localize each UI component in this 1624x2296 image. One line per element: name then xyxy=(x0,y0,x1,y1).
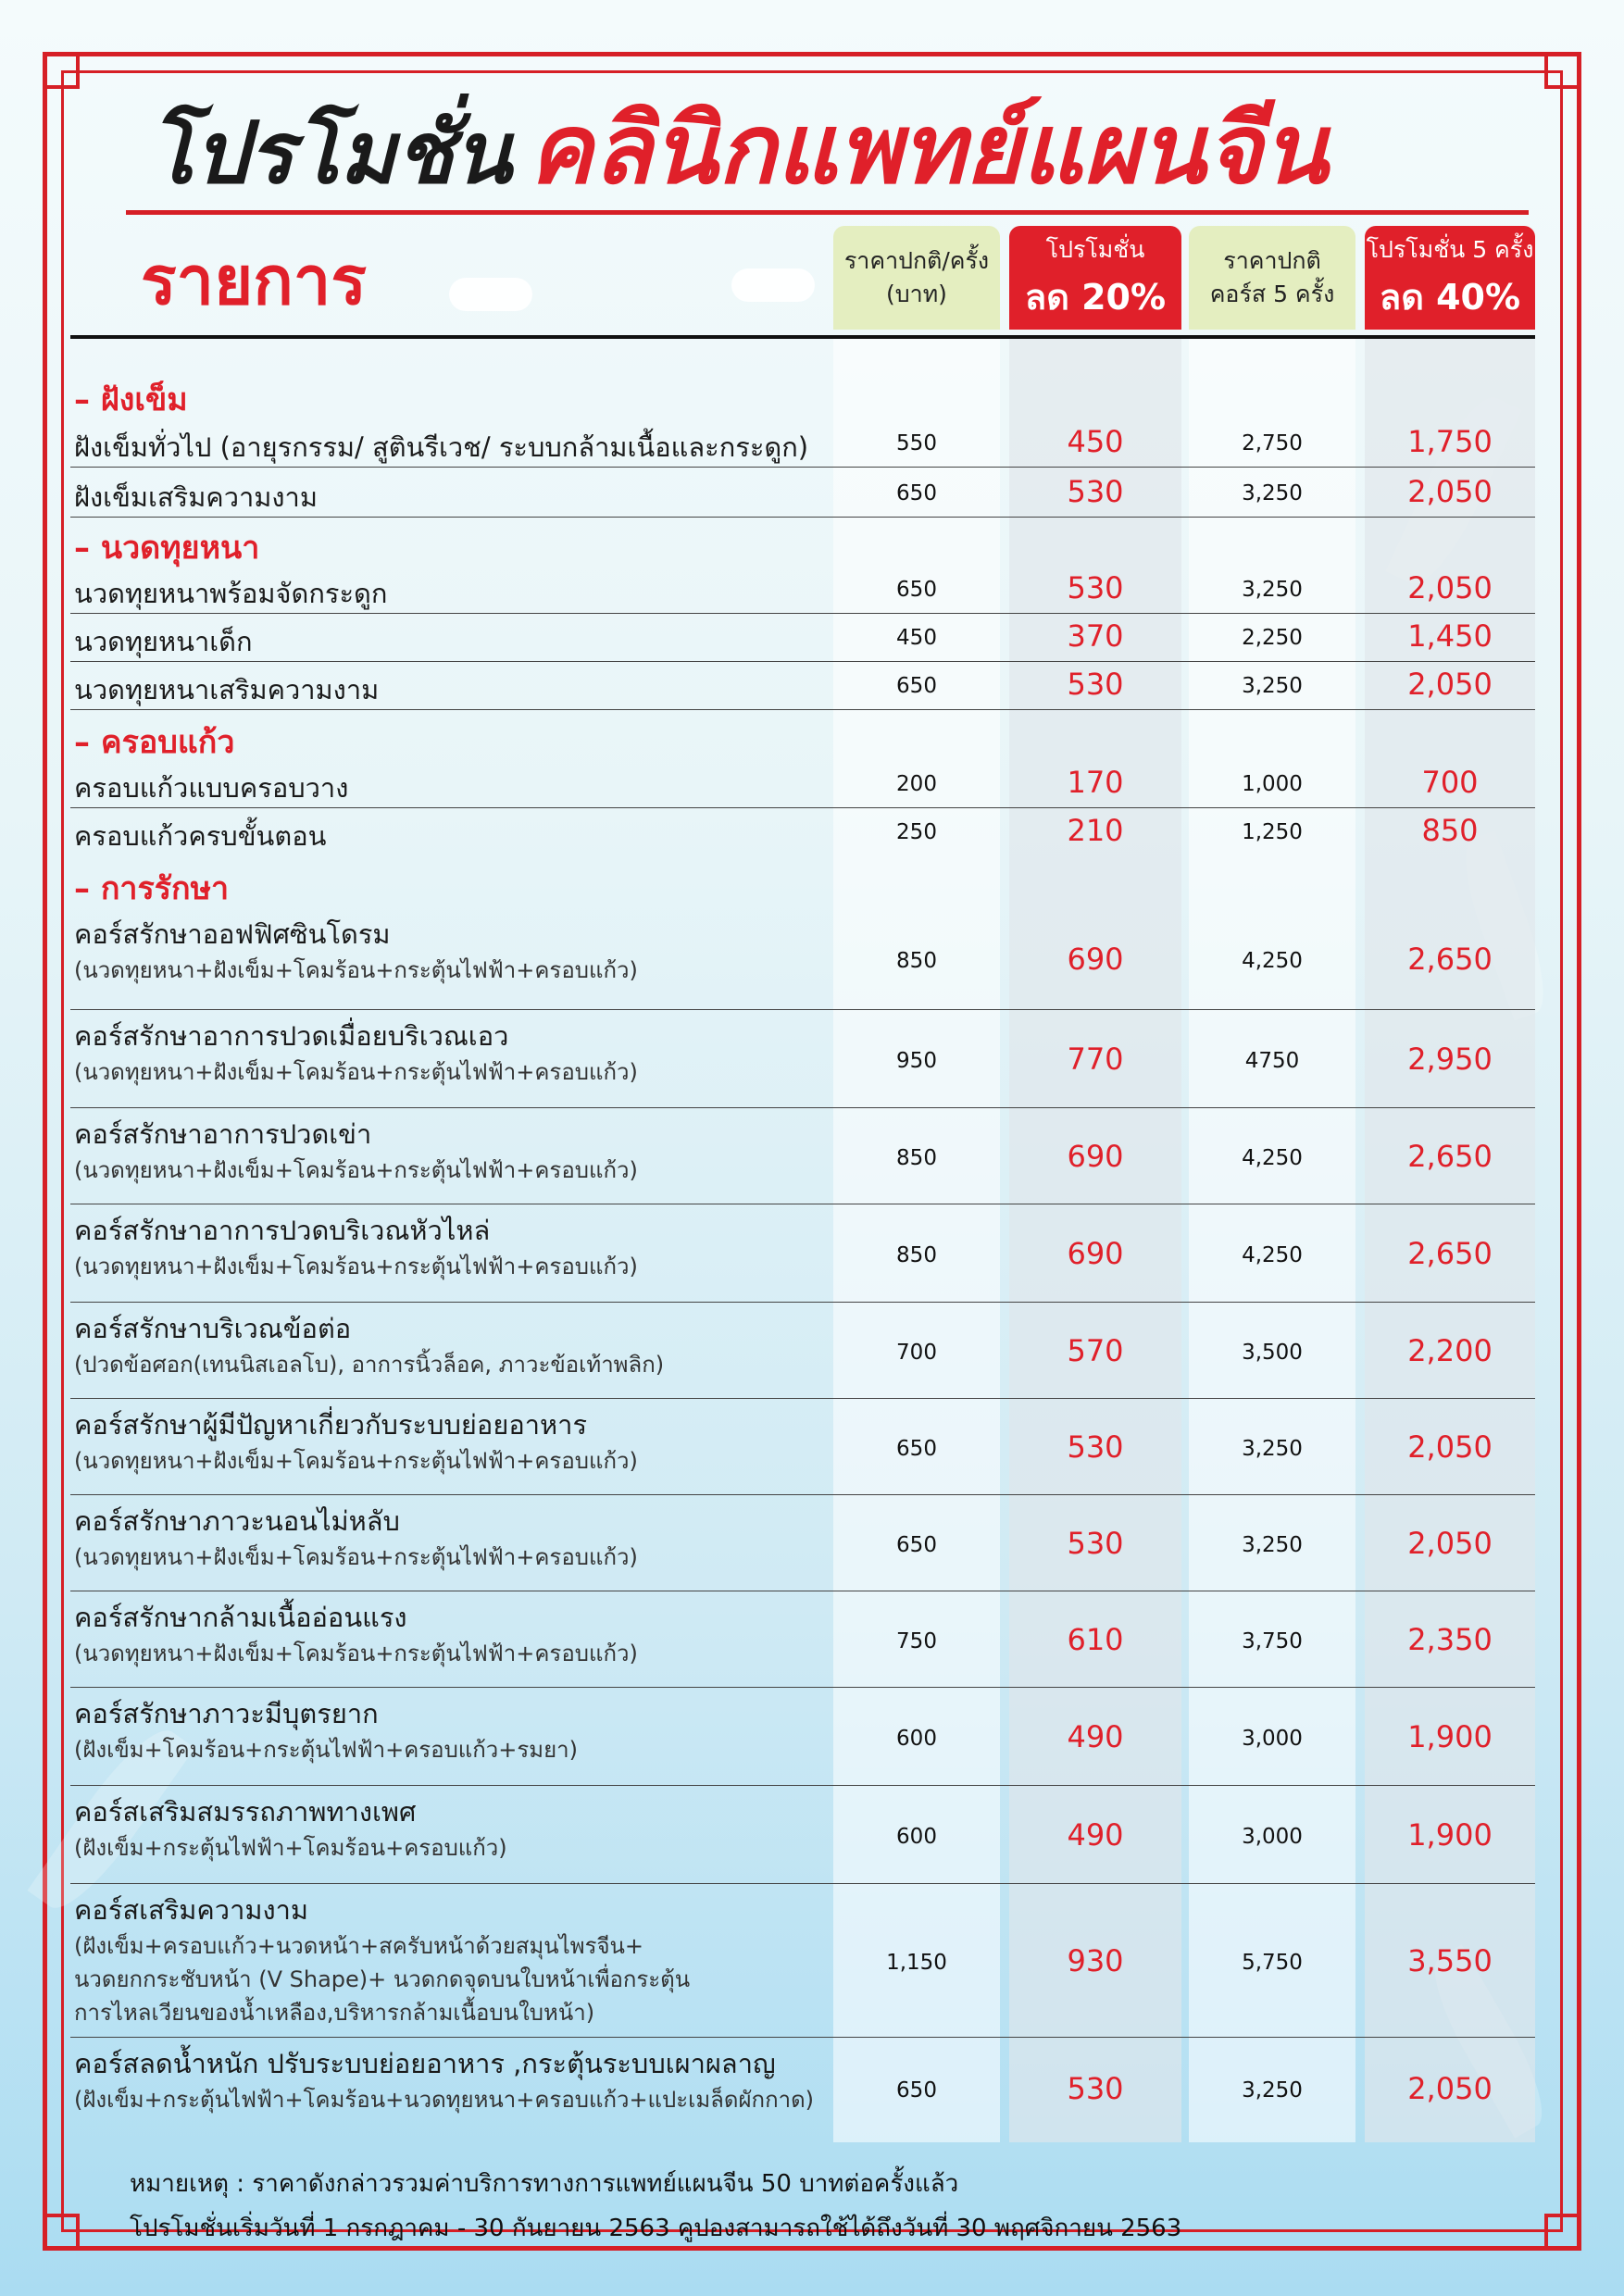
promo-price: 530 xyxy=(1067,474,1124,509)
column-header-line: ลด 20% xyxy=(1024,276,1167,318)
course-price: 1,000 xyxy=(1242,772,1303,796)
course-price: 2,750 xyxy=(1242,431,1303,455)
regular-price: 650 xyxy=(896,578,937,602)
promo-price: 370 xyxy=(1067,618,1124,654)
service-name: ครอบแก้วครบขั้นตอน xyxy=(74,820,327,852)
service-name: นวดทุยหนาเด็ก xyxy=(74,626,253,657)
promo5-price: 1,900 xyxy=(1407,1817,1493,1853)
promo-price: 690 xyxy=(1067,1139,1124,1174)
category-heading: – การรักษา xyxy=(74,870,230,907)
course-price: 3,250 xyxy=(1242,481,1303,505)
table-row xyxy=(70,807,1535,855)
title-part2: คลินิกแพทย์แผนจีน xyxy=(528,93,1329,206)
service-name: นวดทุยหนาเสริมความงาม xyxy=(74,674,380,705)
promo5-price: 1,450 xyxy=(1407,618,1493,654)
service-detail: (ฝังเข็ม+โคมร้อน+กระตุ้นไฟฟ้า+ครอบแก้ว+รมยา) xyxy=(74,1737,579,1763)
regular-price: 1,150 xyxy=(886,1951,947,1975)
course-price: 3,000 xyxy=(1242,1825,1303,1849)
service-name: คอร์สรักษาออฟฟิศซินโดรม xyxy=(74,918,391,950)
column-header-promo5 xyxy=(1365,226,1535,330)
service-name: คอร์สลดน้ำหนัก ปรับระบบย่อยอาหาร ,กระตุ้นระบบเผาผลาญ xyxy=(74,2048,776,2079)
column-header-line: ลด 40% xyxy=(1379,276,1521,318)
regular-price: 650 xyxy=(896,1533,937,1557)
promo5-price: 2,050 xyxy=(1407,1526,1493,1561)
promo-price: 530 xyxy=(1067,2071,1124,2106)
column-header-line: ราคาปกติ xyxy=(1223,246,1321,274)
cloud-icon xyxy=(449,278,532,311)
promo-price: 450 xyxy=(1067,424,1124,459)
promo-price: 490 xyxy=(1067,1817,1124,1853)
promo5-price: 2,350 xyxy=(1407,1622,1493,1657)
regular-price: 700 xyxy=(896,1341,937,1365)
table-row xyxy=(70,1398,1535,1495)
table-row xyxy=(70,613,1535,662)
promo5-price: 2,200 xyxy=(1407,1333,1493,1368)
category-heading: – ฝังเข็ม xyxy=(74,381,188,418)
frame-corner-ornament xyxy=(43,2214,80,2251)
service-detail: (นวดทุยหนา+ฝังเข็ม+โคมร้อน+กระตุ้นไฟฟ้า+ครอบแก้ว) xyxy=(74,1448,638,1474)
promo5-price: 2,050 xyxy=(1407,570,1493,605)
promo5-price: 700 xyxy=(1421,765,1479,800)
table-row xyxy=(70,565,1535,614)
promo5-price: 2,050 xyxy=(1407,474,1493,509)
regular-price: 850 xyxy=(896,1243,937,1267)
course-price: 4,250 xyxy=(1242,1243,1303,1267)
service-detail: (ฝังเข็ม+กระตุ้นไฟฟ้า+โคมร้อน+ครอบแก้ว) xyxy=(74,1835,507,1861)
footer-period: โปรโมชั่นเริ่มวันที่ 1 กรกฎาคม - 30 กันยายน 2563 คูปองสามารถใช้ได้ถึงวันที่ 30 พฤศจิกายน 2563 xyxy=(130,2215,1182,2242)
promo-price: 690 xyxy=(1067,942,1124,977)
promo5-price: 2,650 xyxy=(1407,1236,1493,1271)
course-price: 3,250 xyxy=(1242,578,1303,602)
title-divider xyxy=(126,210,1529,215)
frame-corner-ornament xyxy=(1544,52,1581,89)
course-price: 2,250 xyxy=(1242,626,1303,650)
promo5-price: 2,050 xyxy=(1407,667,1493,702)
promo-price: 570 xyxy=(1067,1333,1124,1368)
service-name: นวดทุยหนาพร้อมจัดกระดูก xyxy=(74,578,388,609)
table-row xyxy=(70,468,1535,518)
promo-price: 170 xyxy=(1067,765,1124,800)
course-price: 3,000 xyxy=(1242,1727,1303,1751)
regular-price: 550 xyxy=(896,431,937,455)
regular-price: 850 xyxy=(896,1146,937,1170)
cloud-icon xyxy=(731,268,815,302)
promo5-price: 1,900 xyxy=(1407,1719,1493,1754)
frame-corner-ornament xyxy=(1544,2214,1581,2251)
column-header-line: โปรโมชั่น 5 ครั้ง xyxy=(1366,235,1534,263)
promo-price: 530 xyxy=(1067,667,1124,702)
course-price: 4,250 xyxy=(1242,949,1303,973)
service-name: คอร์สเสริมสมรรถภาพทางเพศ xyxy=(74,1796,417,1828)
service-name: คอร์สรักษาอาการปวดเข่า xyxy=(74,1118,372,1150)
service-name: ฝังเข็มเสริมความงาม xyxy=(74,481,318,513)
service-name: คอร์สรักษาอาการปวดเมื่อยบริเวณเอว xyxy=(74,1020,509,1052)
promo5-price: 2,650 xyxy=(1407,942,1493,977)
service-name: คอร์สรักษาบริเวณข้อต่อ xyxy=(74,1313,352,1344)
table-row xyxy=(70,1302,1535,1399)
regular-price: 650 xyxy=(896,2078,937,2103)
column-header-price xyxy=(833,226,1000,330)
service-name: ฝังเข็มทั่วไป (อายุรกรรม/ สูตินรีเวช/ ระบบกล้ามเนื้อและกระดูก) xyxy=(74,431,809,463)
regular-price: 200 xyxy=(896,772,937,796)
frame-corner-ornament xyxy=(43,52,80,89)
column-header-line: (บาท) xyxy=(886,281,947,307)
promo5-price: 850 xyxy=(1421,813,1479,848)
course-price: 4750 xyxy=(1244,1049,1300,1073)
service-detail: (นวดทุยหนา+ฝังเข็ม+โคมร้อน+กระตุ้นไฟฟ้า+ครอบแก้ว) xyxy=(74,1544,638,1570)
course-price: 5,750 xyxy=(1242,1951,1303,1975)
promo-price: 930 xyxy=(1067,1943,1124,1978)
table-row xyxy=(70,418,1535,468)
table-row xyxy=(70,661,1535,710)
promo5-price: 3,550 xyxy=(1407,1943,1493,1978)
regular-price: 850 xyxy=(896,949,937,973)
category-row xyxy=(70,517,1535,565)
service-detail: (นวดทุยหนา+ฝังเข็ม+โคมร้อน+กระตุ้นไฟฟ้า+ครอบแก้ว) xyxy=(74,1157,638,1183)
table-row xyxy=(70,2037,1535,2139)
regular-price: 650 xyxy=(896,481,937,505)
service-detail: (ฝังเข็ม+ครอบแก้ว+นวดหน้า+สครับหน้าด้วยสมุนไพรจีน+ xyxy=(74,1933,644,1959)
service-name: คอร์สรักษากล้ามเนื้ออ่อนแรง xyxy=(74,1602,407,1633)
promo5-price: 2,050 xyxy=(1407,1429,1493,1465)
service-detail: นวดยกกระชับหน้า (V Shape)+ นวดกดจุดบนใบหน้าเพื่อกระตุ้น xyxy=(74,1966,691,1992)
service-name: คอร์สรักษาผู้มีปัญหาเกี่ยวกับระบบย่อยอาหาร xyxy=(74,1409,588,1441)
promo5-price: 1,750 xyxy=(1407,424,1493,459)
table-row xyxy=(70,1591,1535,1688)
service-name: คอร์สรักษาภาวะมีบุตรยาก xyxy=(74,1698,379,1729)
regular-price: 750 xyxy=(896,1629,937,1653)
table-row xyxy=(70,1785,1535,1884)
service-detail: (ปวดข้อศอก(เทนนิสเอลโบ), อาการนิ้วล็อค, ภาวะข้อเท้าพลิก) xyxy=(74,1352,665,1378)
promo-price: 610 xyxy=(1067,1622,1124,1657)
course-price: 3,250 xyxy=(1242,1533,1303,1557)
category-heading: – ครอบแก้ว xyxy=(74,724,235,761)
regular-price: 250 xyxy=(896,820,937,844)
list-header: รายการ xyxy=(141,242,367,319)
title-part1: โปรโมชั่น xyxy=(148,104,512,203)
category-heading: – นวดทุยหนา xyxy=(74,530,260,567)
table-row xyxy=(70,1009,1535,1108)
promo-price: 490 xyxy=(1067,1719,1124,1754)
column-header-course xyxy=(1189,226,1355,330)
service-name: ครอบแก้วแบบครอบวาง xyxy=(74,772,349,804)
course-price: 3,750 xyxy=(1242,1629,1303,1653)
service-detail: (นวดทุยหนา+ฝังเข็ม+โคมร้อน+กระตุ้นไฟฟ้า+ครอบแก้ว) xyxy=(74,1254,638,1279)
table-row xyxy=(70,759,1535,808)
table-row xyxy=(70,1883,1535,2038)
course-price: 3,250 xyxy=(1242,2078,1303,2103)
column-header-promo xyxy=(1009,226,1181,330)
regular-price: 450 xyxy=(896,626,937,650)
promo-price: 690 xyxy=(1067,1236,1124,1271)
column-header-line: คอร์ส 5 ครั้ง xyxy=(1209,281,1335,307)
course-price: 3,250 xyxy=(1242,674,1303,698)
table-row xyxy=(70,1107,1535,1204)
regular-price: 600 xyxy=(896,1727,937,1751)
service-name: คอร์สรักษาอาการปวดบริเวณหัวไหล่ xyxy=(74,1215,491,1246)
promo5-price: 2,950 xyxy=(1407,1042,1493,1077)
category-row xyxy=(70,711,1535,759)
column-header-line: ราคาปกติ/ครั้ง xyxy=(843,246,990,274)
table-row xyxy=(70,1204,1535,1303)
service-name: คอร์สเสริมความงาม xyxy=(74,1894,309,1926)
regular-price: 950 xyxy=(896,1049,937,1073)
regular-price: 600 xyxy=(896,1825,937,1849)
column-header-line: โปรโมชั่น xyxy=(1045,235,1145,263)
service-detail: (ฝังเข็ม+กระตุ้นไฟฟ้า+โคมร้อน+นวดทุยหนา+ครอบแก้ว+แปะเมล็ดผักกาด) xyxy=(74,2087,815,2113)
course-price: 3,250 xyxy=(1242,1437,1303,1461)
table-row xyxy=(70,1494,1535,1591)
table-row xyxy=(70,1687,1535,1786)
service-detail: (นวดทุยหนา+ฝังเข็ม+โคมร้อน+กระตุ้นไฟฟ้า+ครอบแก้ว) xyxy=(74,1641,638,1666)
course-price: 1,250 xyxy=(1242,820,1303,844)
course-price: 4,250 xyxy=(1242,1146,1303,1170)
regular-price: 650 xyxy=(896,1437,937,1461)
footer-note: หมายเหตุ : ราคาดังกล่าวรวมค่าบริการทางการแพทย์แผนจีน 50 บาทต่อครั้งแล้ว xyxy=(130,2170,959,2198)
promo-price: 530 xyxy=(1067,570,1124,605)
category-row xyxy=(70,368,1535,417)
promo5-price: 2,650 xyxy=(1407,1139,1493,1174)
category-row xyxy=(70,857,1535,905)
course-price: 3,500 xyxy=(1242,1341,1303,1365)
header-divider xyxy=(70,335,1535,339)
service-name: คอร์สรักษาภาวะนอนไม่หลับ xyxy=(74,1505,400,1537)
table-row xyxy=(70,907,1535,1010)
page-title xyxy=(148,72,1329,206)
promo5-price: 2,050 xyxy=(1407,2071,1493,2106)
promo-price: 530 xyxy=(1067,1429,1124,1465)
service-detail: (นวดทุยหนา+ฝังเข็ม+โคมร้อน+กระตุ้นไฟฟ้า+ครอบแก้ว) xyxy=(74,957,638,983)
service-detail: (นวดทุยหนา+ฝังเข็ม+โคมร้อน+กระตุ้นไฟฟ้า+ครอบแก้ว) xyxy=(74,1059,638,1085)
regular-price: 650 xyxy=(896,674,937,698)
service-detail: การไหลเวียนของน้ำเหลือง,บริหารกล้ามเนื้อบนใบหน้า) xyxy=(74,2000,595,2026)
promo-price: 210 xyxy=(1067,813,1124,848)
promo-price: 530 xyxy=(1067,1526,1124,1561)
promo-price: 770 xyxy=(1067,1042,1124,1077)
